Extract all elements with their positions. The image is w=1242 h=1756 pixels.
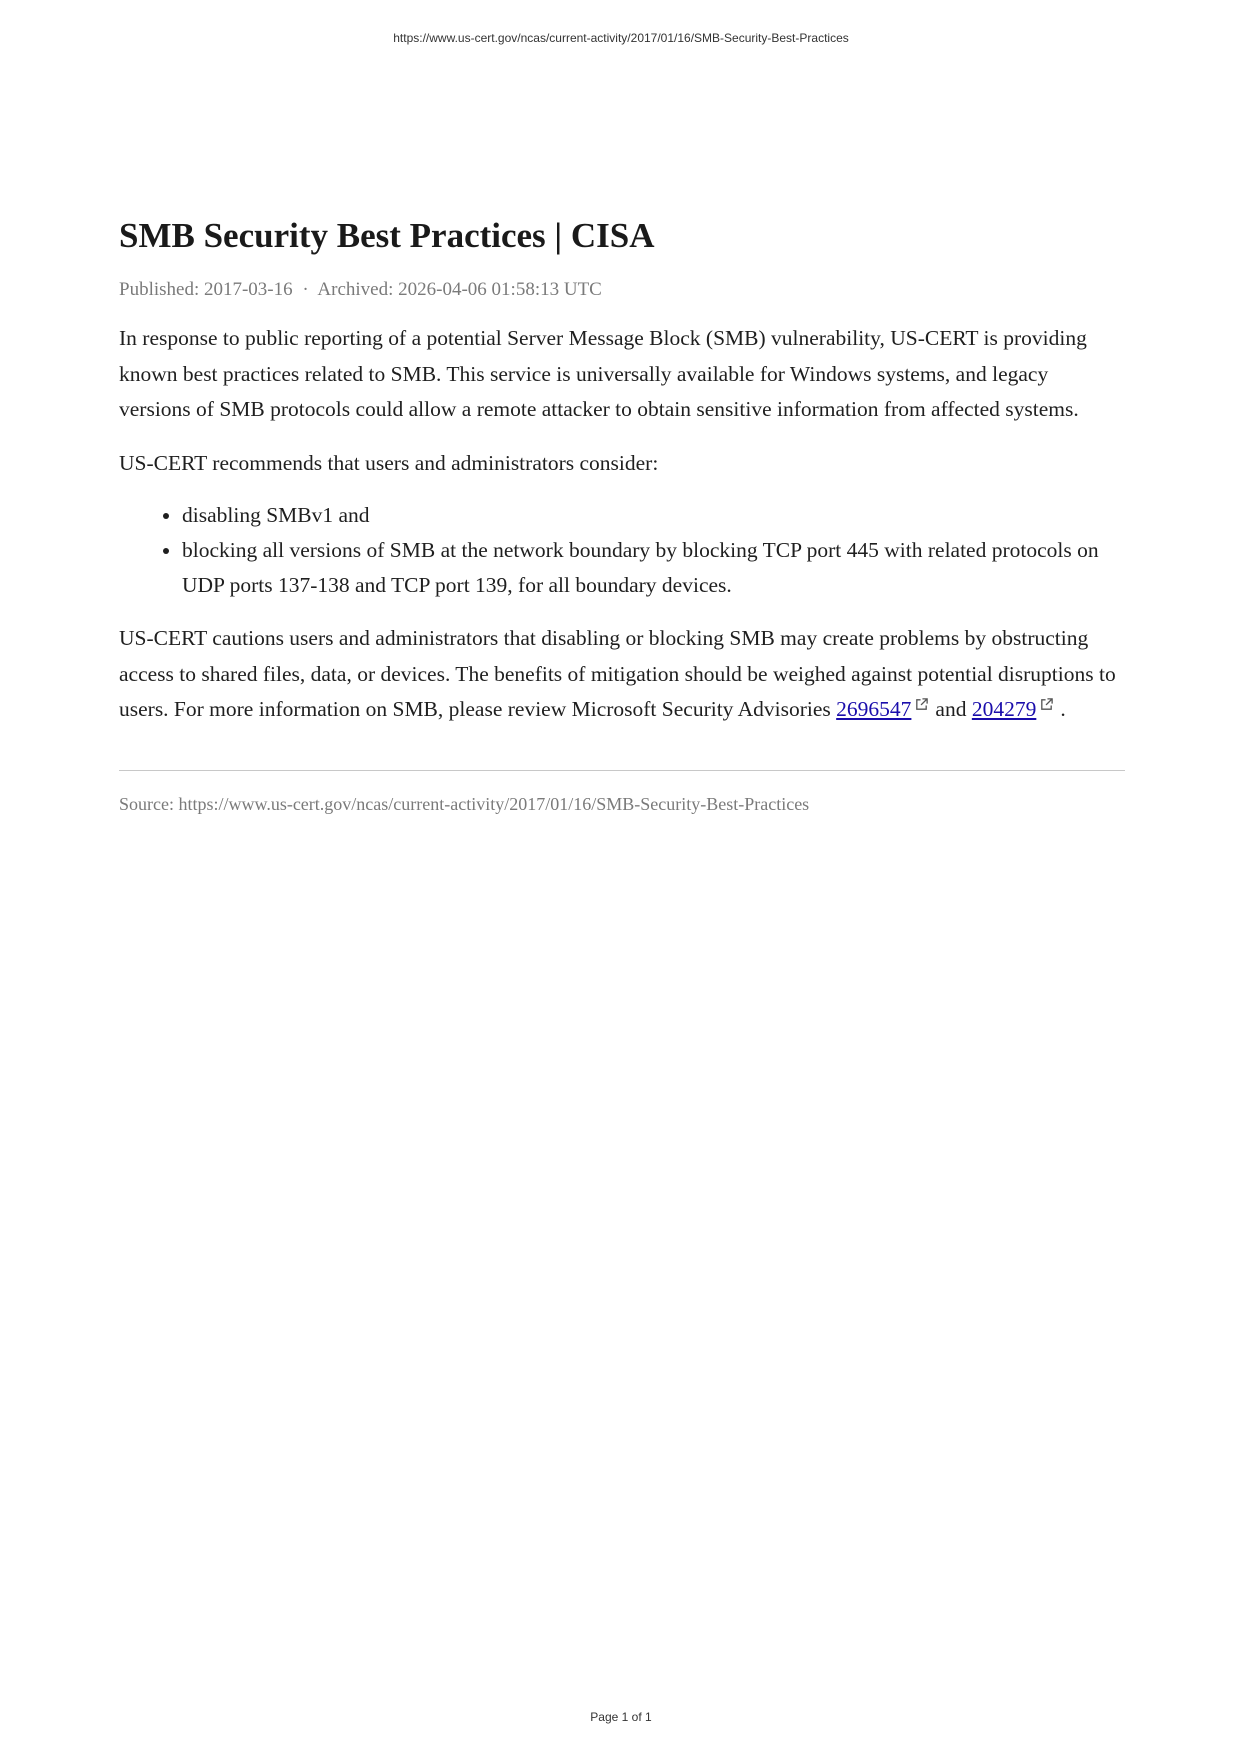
divider <box>119 770 1125 771</box>
conjunction: and <box>935 697 972 721</box>
recommendations-list <box>119 498 1125 603</box>
source-line: Source: https://www.us-cert.gov/ncas/current-activity/2017/01/16/SMB-Security-Best-Practices <box>119 793 810 814</box>
article <box>119 208 1125 817</box>
list-item: • blocking all versions of SMB at the network boundary by blocking TCP port 445 with related protocols on UDP ports 137-138 and TCP port 139, for all boundary devices. <box>182 533 1125 603</box>
recommend-lead: US-CERT recommends that users and administrators consider: <box>119 450 659 475</box>
caution-text: US-CERT cautions users and administrators that disabling or blocking SMB may create problems by obstructing access to shared files, data, or devices. The benefits of mitigation should be weighed against potential disruptions to users. For more information on SMB, please review Microsoft Security Advisories <box>119 626 1116 721</box>
header-url: https://www.us-cert.gov/ncas/current-activity/2017/01/16/SMB-Security-Best-Practices <box>393 31 849 45</box>
external-link-icon <box>914 697 929 712</box>
advisory-link-2696547[interactable]: 2696547 <box>836 697 912 721</box>
sentence-end: . <box>1060 697 1066 721</box>
page-number: Page 1 of 1 <box>590 1710 652 1724</box>
page-title: SMB Security Best Practices | CISA <box>119 216 655 255</box>
meta-separator: · <box>302 279 309 300</box>
list-item: • disabling SMBv1 and <box>182 498 1125 533</box>
advisory-link-204279[interactable]: 204279 <box>971 697 1037 721</box>
external-link-icon <box>1039 697 1054 712</box>
article-meta <box>119 276 1125 304</box>
caution-paragraph <box>119 621 1125 728</box>
intro-paragraph: In response to public reporting of a potential Server Message Block (SMB) vulnerability, US-CERT is providing known best practices related to SMB. This service is universally available for Windows systems, and legacy versions of SMB protocols could allow a remote attacker to obtain sensitive information from affected systems. <box>119 326 1087 421</box>
archived-date: Archived: 2026-04-06 01:58:13 UTC <box>317 279 602 300</box>
published-date: Published: 2017-03-16 <box>119 279 293 300</box>
